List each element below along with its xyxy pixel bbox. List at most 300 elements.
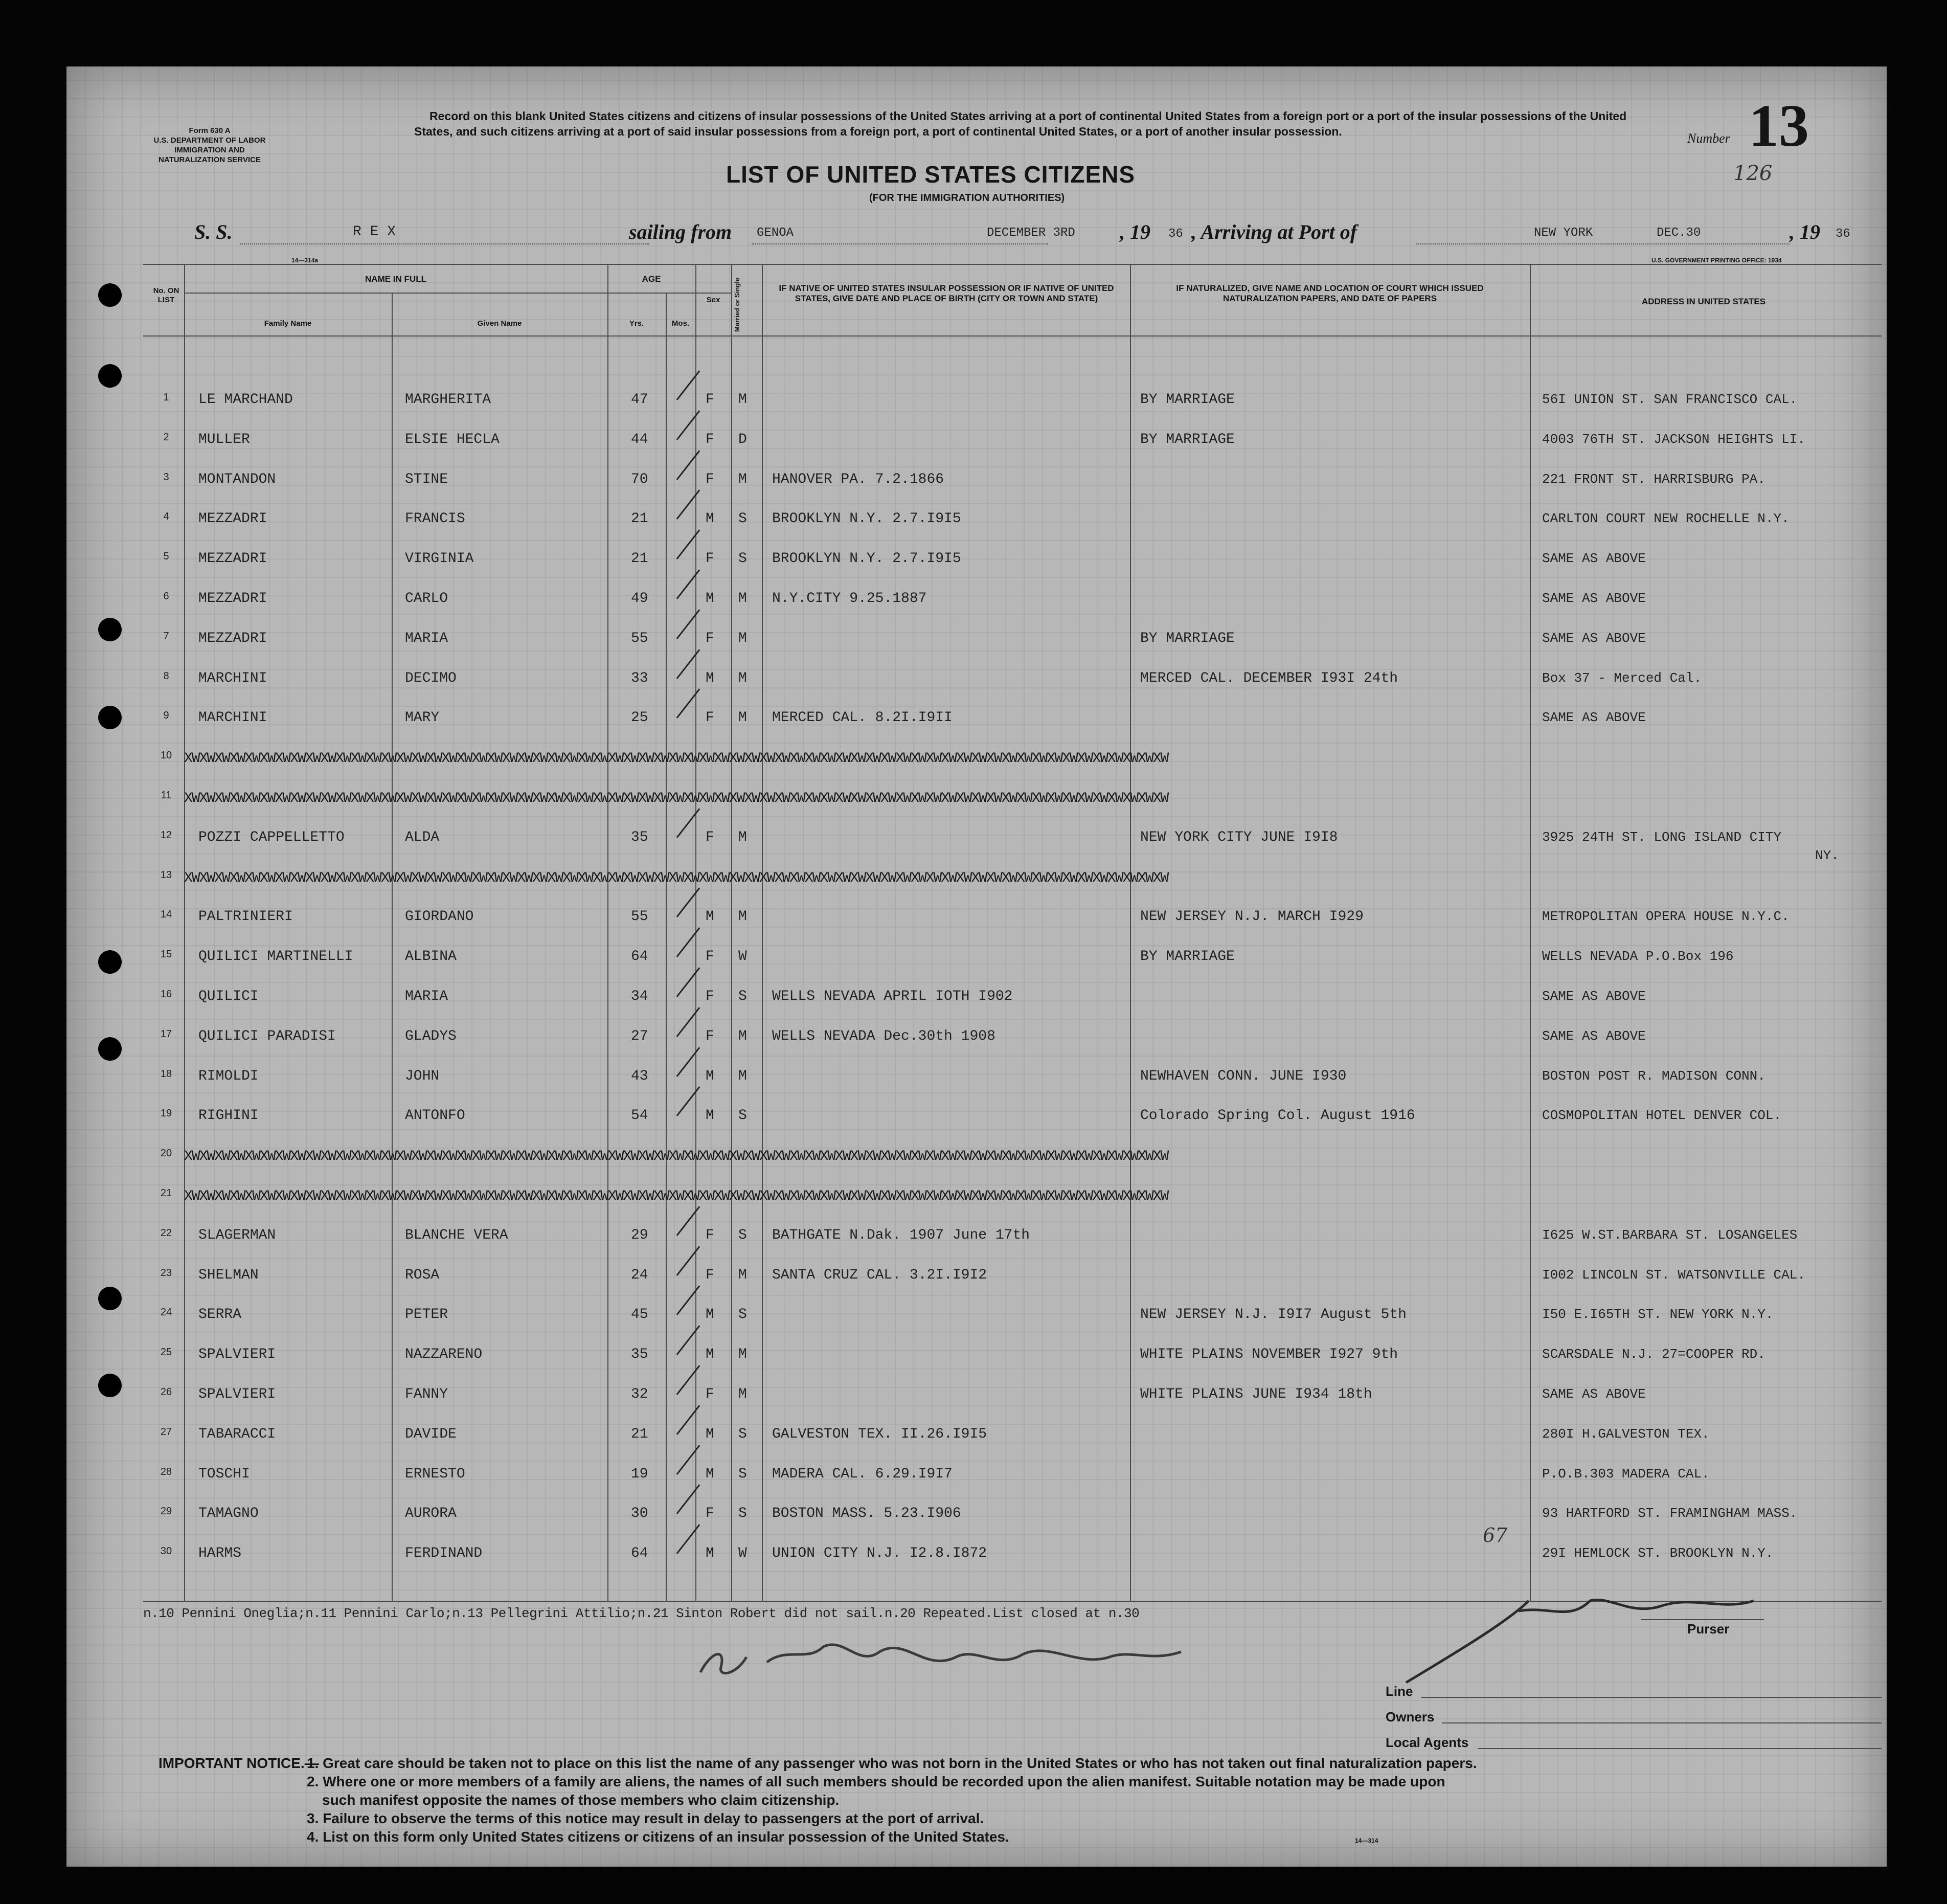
birth-info: SANTA CRUZ CAL. 3.2I.I9I2	[772, 1267, 987, 1283]
check-mark	[676, 1365, 700, 1395]
marital-status: M	[738, 630, 747, 646]
check-mark	[676, 1405, 700, 1435]
given-name: FANNY	[405, 1386, 448, 1402]
owners-label: Owners	[1386, 1709, 1435, 1724]
age-years: 54	[631, 1108, 648, 1124]
table-row	[66, 469, 1887, 490]
given-name: JOHN	[405, 1068, 440, 1084]
marital-status: S	[738, 1307, 747, 1323]
header-family-name: Family Name	[264, 319, 312, 328]
family-name: MULLER	[198, 431, 250, 447]
marital-status: S	[738, 989, 747, 1004]
table-row	[66, 549, 1887, 569]
struck-row: XWXWXWXWXWXWXWXWXWXWXWXWXWXWXWXWXWXWXWXWXWXWXWXWXWXWXWXWXWXWXWXWXWXWXWXWXWXWXWXWXWXWXWXWXWXWXWXWXWXWXWXWXWXWXWXWXWXWXWXWXWXWXWXWXW	[184, 870, 1168, 886]
marital-status: M	[738, 1386, 747, 1402]
us-address: SAME AS ABOVE	[1542, 630, 1646, 646]
check-mark	[676, 1206, 700, 1236]
family-name: RIMOLDI	[198, 1068, 259, 1084]
naturalization-info: NEW JERSEY N.J. MARCH I929	[1140, 909, 1364, 925]
sex: M	[706, 1466, 714, 1482]
dotted-line	[752, 243, 1048, 244]
form-id	[133, 126, 286, 165]
us-address: P.O.B.303 MADERA CAL.	[1542, 1466, 1710, 1482]
us-address: 4003 76TH ST. JACKSON HEIGHTS LI.	[1542, 431, 1805, 447]
family-name: HARMS	[198, 1545, 242, 1562]
check-mark	[676, 1007, 700, 1037]
age-years: 35	[631, 829, 648, 845]
given-name: DECIMO	[405, 670, 457, 686]
sex: F	[706, 392, 714, 408]
line-label: Line	[1386, 1684, 1413, 1699]
birth-info: N.Y.CITY 9.25.1887	[772, 591, 927, 607]
us-address: 29I HEMLOCK ST. BROOKLYN N.Y.	[1542, 1545, 1774, 1561]
local-agents-label: Local Agents	[1386, 1735, 1469, 1750]
check-mark	[676, 649, 700, 679]
marital-status: M	[738, 392, 747, 408]
check-mark	[676, 609, 700, 639]
given-name: MARIA	[405, 630, 448, 646]
check-mark	[676, 410, 700, 440]
sex: M	[706, 1307, 714, 1323]
age-years: 21	[631, 551, 648, 567]
naturalization-info: NEWHAVEN CONN. JUNE I930	[1140, 1068, 1347, 1084]
naturalization-info: WHITE PLAINS NOVEMBER I927 9th	[1140, 1347, 1398, 1363]
given-name: PETER	[405, 1307, 448, 1323]
year-label-1: , 19	[1120, 220, 1150, 243]
sex: F	[706, 1028, 714, 1044]
birth-info: WELLS NEVADA APRIL IOTH I902	[772, 989, 1013, 1004]
row-number: 13	[160, 869, 172, 881]
family-name: MARCHINI	[198, 670, 267, 686]
given-name: STINE	[405, 471, 448, 487]
header-sex: Sex	[706, 296, 720, 304]
age-years: 30	[631, 1506, 648, 1522]
us-address-cont: NY.	[1815, 847, 1839, 863]
given-name: FERDINAND	[405, 1545, 483, 1562]
us-address: 93 HARTFORD ST. FRAMINGHAM MASS.	[1542, 1506, 1798, 1521]
birth-info: HANOVER PA. 7.2.1866	[772, 471, 944, 487]
row-number: 29	[160, 1506, 172, 1517]
given-name: ALDA	[405, 829, 440, 845]
marital-status: D	[738, 431, 747, 447]
marital-status: S	[738, 1506, 747, 1522]
year-1: 36	[1168, 227, 1183, 241]
birth-info: MERCED CAL. 8.2I.I9II	[772, 710, 953, 726]
check-mark	[676, 1524, 700, 1554]
age-years: 27	[631, 1028, 648, 1044]
sex: M	[706, 1108, 714, 1124]
marital-status: S	[738, 511, 747, 527]
us-address: I50 E.I65TH ST. NEW YORK N.Y.	[1542, 1307, 1774, 1323]
birth-info: BOSTON MASS. 5.23.I906	[772, 1506, 961, 1522]
birth-info: UNION CITY N.J. I2.8.I872	[772, 1545, 987, 1562]
struck-row: XWXWXWXWXWXWXWXWXWXWXWXWXWXWXWXWXWXWXWXWXWXWXWXWXWXWXWXWXWXWXWXWXWXWXWXWXWXWXWXWXWXWXWXWXWXWXWXWXWXWXWXWXWXWXWXWXWXWXWXWXWXWXWXWXW	[184, 791, 1168, 807]
department: U.S. DEPARTMENT OF LABOR	[153, 136, 266, 145]
row-number: 17	[160, 1028, 172, 1040]
age-years: 64	[631, 1545, 648, 1562]
marital-status: M	[738, 909, 747, 925]
family-name: TOSCHI	[198, 1466, 250, 1482]
age-years: 55	[631, 909, 648, 925]
family-name: SERRA	[198, 1307, 242, 1323]
given-name: ROSA	[405, 1267, 440, 1283]
marital-status: W	[738, 949, 747, 965]
check-mark	[676, 490, 700, 520]
family-name: MEZZADRI	[198, 591, 267, 607]
table-row	[66, 1384, 1887, 1405]
bottom-code: 14—314	[1355, 1837, 1378, 1844]
table-row	[66, 1066, 1887, 1087]
row-number: 14	[160, 909, 172, 921]
us-address: I002 LINCOLN ST. WATSONVILLE CAL.	[1542, 1267, 1805, 1283]
line-field	[1421, 1697, 1882, 1698]
purser-signature	[1396, 1591, 1764, 1693]
table-top-border	[143, 264, 1882, 265]
name-age-divider	[184, 293, 731, 294]
given-name: ERNESTO	[405, 1466, 465, 1482]
us-address: Box 37 - Merced Cal.	[1542, 670, 1702, 686]
header-no-on-list: No. ON LIST	[153, 286, 179, 304]
given-name: MARIA	[405, 989, 448, 1004]
family-name: TAMAGNO	[198, 1506, 259, 1522]
check-mark	[676, 1246, 700, 1276]
family-name: PALTRINIERI	[198, 909, 293, 925]
row-number: 28	[160, 1466, 172, 1477]
row-number: 1	[163, 392, 169, 403]
sailing-label: sailing from	[629, 220, 732, 243]
family-name: QUILICI PARADISI	[198, 1028, 336, 1044]
arriving-label: , Arriving at Port of	[1191, 220, 1357, 243]
family-name: QUILICI MARTINELLI	[198, 949, 353, 965]
notice-4: 4. List on this form only United States citizens or citizens of an insular possession of the United States.	[307, 1829, 1009, 1845]
us-address: SAME AS ABOVE	[1542, 710, 1646, 726]
marital-status: W	[738, 1545, 747, 1562]
sex: M	[706, 591, 714, 607]
given-name: NAZZARENO	[405, 1347, 483, 1363]
age-years: 55	[631, 630, 648, 646]
handwritten-signature	[690, 1626, 1202, 1693]
table-row	[66, 1543, 1887, 1564]
given-name: CARLO	[405, 591, 448, 607]
table-row	[66, 1225, 1887, 1246]
marital-status: S	[738, 1227, 747, 1243]
family-name: SPALVIERI	[198, 1347, 276, 1363]
table-row	[66, 589, 1887, 609]
sex: M	[706, 670, 714, 686]
ship-name: R E X	[353, 224, 396, 240]
header-bottom-border	[143, 335, 1882, 337]
row-number: 6	[163, 591, 169, 602]
row-number: 21	[160, 1188, 172, 1199]
struck-row: XWXWXWXWXWXWXWXWXWXWXWXWXWXWXWXWXWXWXWXWXWXWXWXWXWXWXWXWXWXWXWXWXWXWXWXWXWXWXWXWXWXWXWXWXWXWXWXWXWXWXWXWXWXWXWXWXWXWXWXWXWXWXWXWXW	[184, 1149, 1168, 1165]
us-address: CARLTON COURT NEW ROCHELLE N.Y.	[1542, 511, 1790, 527]
naturalization-info: BY MARRIAGE	[1140, 949, 1235, 965]
print-code-left: 14—314a	[291, 257, 319, 264]
check-mark	[676, 1286, 700, 1316]
sex: F	[706, 989, 714, 1004]
number-label: Number	[1687, 131, 1730, 146]
check-mark	[676, 888, 700, 918]
given-name: MARGHERITA	[405, 392, 491, 408]
us-address: 3925 24TH ST. LONG ISLAND CITY	[1542, 829, 1782, 845]
local-agents-field	[1478, 1748, 1882, 1749]
sex: M	[706, 909, 714, 925]
handwritten-ref: 126	[1733, 162, 1773, 185]
sex: M	[706, 1347, 714, 1363]
family-name: QUILICI	[198, 989, 259, 1004]
naturalization-info: Colorado Spring Col. August 1916	[1140, 1108, 1415, 1124]
sex: F	[706, 471, 714, 487]
service-line-2: NATURALIZATION SERVICE	[158, 155, 261, 164]
age-years: 70	[631, 471, 648, 487]
sex: F	[706, 1506, 714, 1522]
table-row	[66, 1146, 1887, 1166]
row-number: 20	[160, 1148, 172, 1159]
sex: F	[706, 710, 714, 726]
family-name: MARCHINI	[198, 710, 267, 726]
age-years: 49	[631, 591, 648, 607]
us-address: 280I H.GALVESTON TEX.	[1542, 1426, 1710, 1442]
age-years: 43	[631, 1068, 648, 1084]
table-row	[66, 748, 1887, 768]
check-mark	[676, 1325, 700, 1355]
table-row	[66, 629, 1887, 649]
sex: F	[706, 1267, 714, 1283]
row-number: 30	[160, 1545, 172, 1557]
age-years: 21	[631, 511, 648, 527]
row-number: 26	[160, 1386, 172, 1398]
row-number: 27	[160, 1426, 172, 1438]
row-number: 19	[160, 1108, 172, 1119]
table-row	[66, 987, 1887, 1007]
family-name: MEZZADRI	[198, 551, 267, 567]
family-name: RIGHINI	[198, 1108, 259, 1124]
row-number: 4	[163, 511, 169, 523]
table-row	[66, 390, 1887, 410]
print-code-right: U.S. GOVERNMENT PRINTING OFFICE: 1934	[1651, 257, 1782, 264]
us-address: SAME AS ABOVE	[1542, 1028, 1646, 1044]
us-address: SCARSDALE N.J. 27=COOPER RD.	[1542, 1347, 1765, 1362]
check-mark	[676, 808, 700, 838]
header-yrs: Yrs.	[629, 319, 644, 328]
table-row	[66, 668, 1887, 689]
sex: F	[706, 949, 714, 965]
manifest-sheet	[66, 66, 1887, 1867]
given-name: FRANCIS	[405, 511, 465, 527]
marital-status: M	[738, 1347, 747, 1363]
row-number: 12	[160, 829, 172, 841]
age-years: 47	[631, 392, 648, 408]
birth-info: MADERA CAL. 6.29.I9I7	[772, 1466, 953, 1482]
punch-hole	[98, 364, 122, 388]
marital-status: M	[738, 591, 747, 607]
row-number: 10	[160, 750, 172, 761]
row-number: 5	[163, 551, 169, 563]
sex: F	[706, 551, 714, 567]
date-from: DECEMBER 3RD	[987, 226, 1075, 240]
birth-info: BATHGATE N.Dak. 1907 June 17th	[772, 1227, 1030, 1243]
struck-row: XWXWXWXWXWXWXWXWXWXWXWXWXWXWXWXWXWXWXWXWXWXWXWXWXWXWXWXWXWXWXWXWXWXWXWXWXWXWXWXWXWXWXWXWXWXWXWXWXWXWXWXWXWXWXWXWXWXWXWXWXWXWXWXWXW	[184, 751, 1168, 767]
marital-status: M	[738, 471, 747, 487]
given-name: VIRGINIA	[405, 551, 474, 567]
age-years: 35	[631, 1347, 648, 1363]
notice-2: 2. Where one or more members of a family are aliens, the names of all such members should be recorded upon the alien manifest. Suitable notation may be made upon	[307, 1774, 1445, 1789]
table-row	[66, 947, 1887, 967]
form-number: Form 630 A	[189, 126, 231, 135]
row-number: 18	[160, 1068, 172, 1080]
page-subtitle: (FOR THE IMMIGRATION AUTHORITIES)	[869, 192, 1065, 204]
given-name: GIORDANO	[405, 909, 474, 925]
sex: M	[706, 1068, 714, 1084]
purser-label: Purser	[1687, 1621, 1730, 1637]
check-mark	[676, 1047, 700, 1077]
marital-status: S	[738, 1108, 747, 1124]
us-address: BOSTON POST R. MADISON CONN.	[1542, 1068, 1765, 1084]
struck-row: XWXWXWXWXWXWXWXWXWXWXWXWXWXWXWXWXWXWXWXWXWXWXWXWXWXWXWXWXWXWXWXWXWXWXWXWXWXWXWXWXWXWXWXWXWXWXWXWXWXWXWXWXWXWXWXWXWXWXWXWXWXWXWXWXW	[184, 1189, 1168, 1204]
header-naturalized: IF NATURALIZED, GIVE NAME AND LOCATION OF COURT WHICH ISSUED NATURALIZATION PAPERS, AND DATE OF PAPERS	[1176, 283, 1484, 303]
given-name: ANTONFO	[405, 1108, 465, 1124]
check-mark	[676, 529, 700, 559]
owners-field	[1442, 1722, 1882, 1723]
us-address: SAME AS ABOVE	[1542, 989, 1646, 1004]
header-given-name: Given Name	[477, 319, 522, 328]
table-row	[66, 1026, 1887, 1047]
given-name: AURORA	[405, 1506, 457, 1522]
sex: M	[706, 1545, 714, 1562]
row-number: 23	[160, 1267, 172, 1279]
table-row	[66, 1305, 1887, 1325]
check-mark	[676, 450, 700, 480]
table-row	[66, 1504, 1887, 1524]
us-address: 56I UNION ST. SAN FRANCISCO CAL.	[1542, 392, 1798, 407]
sex: F	[706, 630, 714, 646]
marital-status: M	[738, 670, 747, 686]
footnote: n.10 Pennini Oneglia;n.11 Pennini Carlo;n.13 Pellegrini Attilio;n.21 Sinton Robert did not sail.n.20 Repeated.List closed at n.30	[143, 1606, 1140, 1621]
header-age: AGE	[642, 274, 661, 284]
row-number: 9	[163, 710, 169, 722]
age-years: 45	[631, 1307, 648, 1323]
us-address: METROPOLITAN OPERA HOUSE N.Y.C.	[1542, 909, 1790, 925]
row-number: 3	[163, 471, 169, 483]
family-name: MONTANDON	[198, 471, 276, 487]
us-address: 221 FRONT ST. HARRISBURG PA.	[1542, 471, 1765, 487]
check-mark	[676, 1485, 700, 1515]
table-row	[66, 708, 1887, 728]
table-row	[66, 907, 1887, 927]
punch-hole	[98, 283, 122, 307]
sex: F	[706, 1386, 714, 1402]
check-mark	[676, 927, 700, 957]
us-address: SAME AS ABOVE	[1542, 551, 1646, 567]
birth-info: GALVESTON TEX. II.26.I9I5	[772, 1426, 987, 1442]
sex: M	[706, 1426, 714, 1442]
sex: F	[706, 1227, 714, 1243]
given-name: ALBINA	[405, 949, 457, 965]
age-years: 25	[631, 710, 648, 726]
family-name: MEZZADRI	[198, 630, 267, 646]
us-address: WELLS NEVADA P.O.Box 196	[1542, 949, 1734, 965]
row-number: 16	[160, 989, 172, 1000]
year-label-2: , 19	[1790, 220, 1820, 243]
table-row	[66, 788, 1887, 808]
year-2: 36	[1836, 227, 1850, 241]
handwritten-67: 67	[1483, 1524, 1508, 1547]
notice-3: 3. Failure to observe the terms of this notice may result in delay to passengers at the port of arrival.	[307, 1810, 984, 1826]
given-name: ELSIE HECLA	[405, 431, 500, 447]
notice-title: IMPORTANT NOTICE.—	[159, 1755, 319, 1771]
marital-status: M	[738, 1068, 747, 1084]
notice-1: 1. Great care should be taken not to place on this list the name of any passenger who was not born in the United States or who has not taken out final naturalization papers.	[307, 1755, 1477, 1771]
ss-label: S. S.	[194, 220, 233, 243]
naturalization-info: BY MARRIAGE	[1140, 392, 1235, 408]
naturalization-info: NEW YORK CITY JUNE I9I8	[1140, 829, 1338, 845]
record-instructions: Record on this blank United States citizens and citizens of insular possessions of the United States arriving at a port of continental United States from a foreign port or a port of the insular possessions of the United States, and such citizens arriving at a port of said insular possessions from a foreign port, a port of continental United States, or a port of another insular possession.	[414, 109, 1627, 138]
given-name: MARY	[405, 710, 440, 726]
family-name: SPALVIERI	[198, 1386, 276, 1402]
age-years: 24	[631, 1267, 648, 1283]
marital-status: M	[738, 1028, 747, 1044]
service-line-1: IMMIGRATION AND	[174, 146, 245, 154]
marital-status: M	[738, 1267, 747, 1283]
table-row	[66, 1185, 1887, 1206]
marital-status: S	[738, 1426, 747, 1442]
row-number: 25	[160, 1347, 172, 1358]
header-address: ADDRESS IN UNITED STATES	[1641, 297, 1766, 306]
header-birth: IF NATIVE OF UNITED STATES INSULAR POSSESSION OR IF NATIVE OF UNITED STATES, GIVE DATE AND PLACE OF BIRTH (CITY OR TOWN AND STATE)	[779, 283, 1114, 303]
table-row	[66, 867, 1887, 888]
family-name: MEZZADRI	[198, 511, 267, 527]
us-address: SAME AS ABOVE	[1542, 591, 1646, 606]
age-years: 21	[631, 1426, 648, 1442]
dotted-line	[240, 243, 649, 244]
check-mark	[676, 689, 700, 719]
naturalization-info: BY MARRIAGE	[1140, 630, 1235, 646]
family-name: LE MARCHAND	[198, 392, 293, 408]
check-mark	[676, 1087, 700, 1117]
list-number: 13	[1749, 92, 1809, 159]
notice-2-cont: such manifest opposite the names of those members who claim citizenship.	[322, 1792, 840, 1808]
table-row	[66, 1265, 1887, 1286]
birth-info: WELLS NEVADA Dec.30th 1908	[772, 1028, 995, 1044]
check-mark	[676, 1445, 700, 1475]
family-name: SHELMAN	[198, 1267, 259, 1283]
header-name-in-full: NAME IN FULL	[365, 274, 426, 284]
row-number: 7	[163, 630, 169, 642]
table-row	[66, 1345, 1887, 1365]
age-years: 19	[631, 1466, 648, 1482]
table-row	[66, 827, 1887, 863]
given-name: GLADYS	[405, 1028, 457, 1044]
date-to: DEC.30	[1657, 226, 1701, 240]
header-mos: Mos.	[671, 319, 690, 328]
sex: M	[706, 511, 714, 527]
us-address: I625 W.ST.BARBARA ST. LOSANGELES	[1542, 1227, 1798, 1243]
us-address: COSMOPOLITAN HOTEL DENVER COL.	[1542, 1108, 1782, 1124]
table-row	[66, 509, 1887, 529]
check-mark	[676, 967, 700, 997]
naturalization-info: NEW JERSEY N.J. I9I7 August 5th	[1140, 1307, 1407, 1323]
check-mark	[676, 370, 700, 400]
marital-status: S	[738, 551, 747, 567]
age-years: 64	[631, 949, 648, 965]
sex: F	[706, 829, 714, 845]
dotted-line	[1416, 243, 1790, 244]
table-row	[66, 430, 1887, 450]
age-years: 44	[631, 431, 648, 447]
header-married: Married or Single	[733, 277, 741, 332]
age-years: 34	[631, 989, 648, 1004]
check-mark	[676, 569, 700, 599]
